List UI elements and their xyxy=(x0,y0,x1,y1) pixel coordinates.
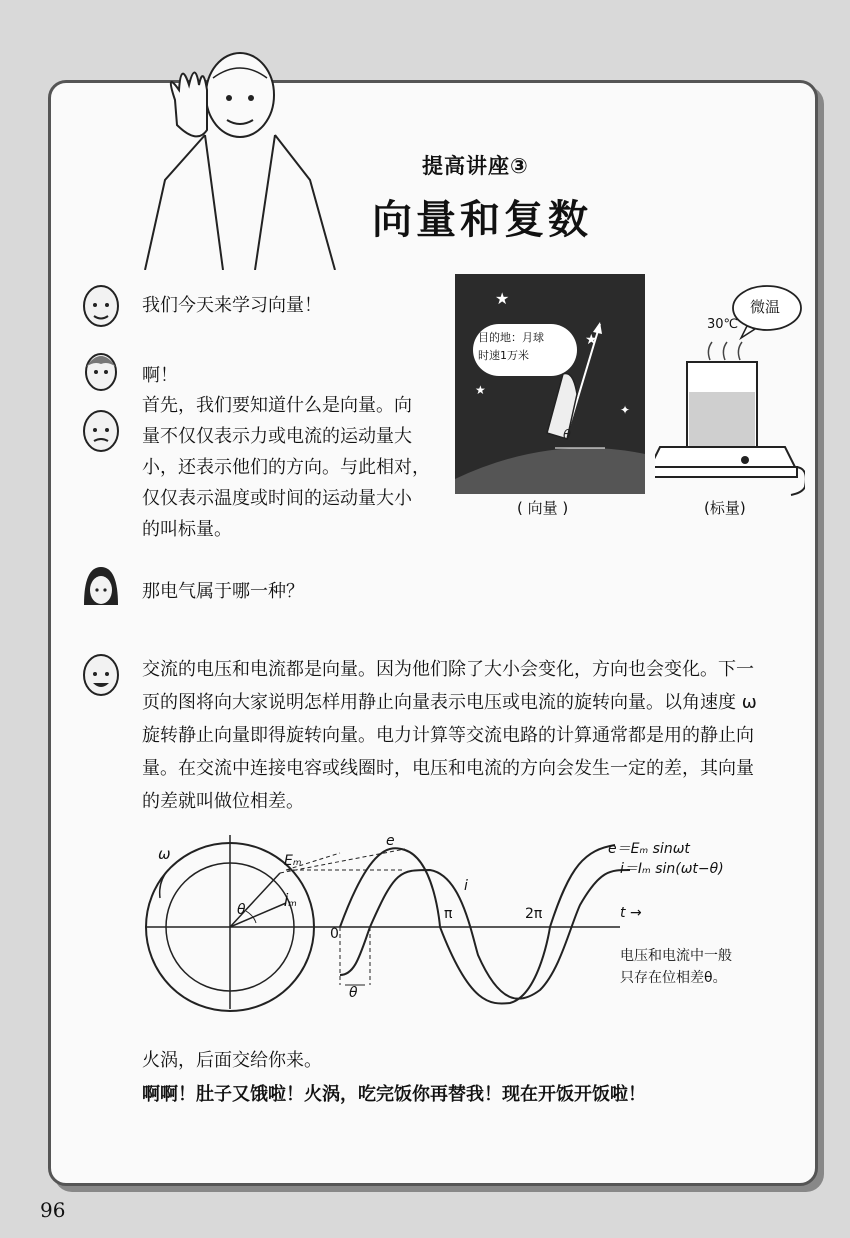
rocket-bubble-line: 目的地：月球 xyxy=(478,331,544,344)
rocket-bubble-line: 时速1万米 xyxy=(478,349,529,362)
svg-text:★: ★ xyxy=(475,383,486,397)
paragraph-line: 页的图将向大家说明怎样用静止向量表示电压或电流的旋转向量。以角速度 ω xyxy=(142,692,757,713)
phase-note-line: 只存在位相差θ。 xyxy=(620,970,727,986)
student-girl-avatar xyxy=(78,565,124,611)
paragraph-line: 的差就叫做位相差。 xyxy=(142,791,304,812)
professor-illustration xyxy=(105,40,345,270)
dialogue-line: 啊！ xyxy=(142,365,178,386)
paragraph-line: 旋转静止向量即得旋转向量。电力计算等交流电路的计算通常都是用的静止向 xyxy=(142,725,754,746)
paragraph-line: 量。在交流中连接电容或线圈时，电压和电流的方向会发生一定的差，其向量 xyxy=(142,758,754,779)
omega-label: ω xyxy=(158,845,171,863)
dialogue-line: 我们今天来学习向量！ xyxy=(142,295,322,316)
professor-avatar xyxy=(78,283,124,329)
svg-text:✦: ✦ xyxy=(620,403,631,417)
page-title: 向量和复数 xyxy=(372,197,592,243)
i-curve-label: i xyxy=(464,878,468,894)
dialogue-line: 那电气属于哪一种？ xyxy=(142,581,304,602)
dialogue-line: 的叫标量。 xyxy=(142,519,232,540)
im-label: İₘ xyxy=(284,894,297,910)
rocket-illustration xyxy=(455,274,645,494)
vector-caption: ( 向量 ) xyxy=(517,499,569,517)
phase-difference-label: θ xyxy=(349,985,358,1001)
explanation-paragraph xyxy=(142,653,802,818)
scalar-caption: (标量) xyxy=(704,499,746,517)
beaker-illustration xyxy=(655,282,805,497)
current-equation: i＝Iₘ sin(ωt−θ) xyxy=(620,861,724,877)
phase-note xyxy=(620,945,732,989)
time-axis-label: t → xyxy=(620,905,642,921)
dialogue-line: 小，还表示他们的方向。与此相对， xyxy=(142,457,430,478)
theta-angle-label: θ xyxy=(237,902,246,918)
student-boy-avatar xyxy=(78,347,124,393)
em-label: Eₘ xyxy=(284,853,302,869)
professor-avatar xyxy=(78,652,124,698)
dialogue-line: 仅仅表示温度或时间的运动量大小 xyxy=(142,488,412,509)
beaker-speech-bubble: 微温 xyxy=(750,298,781,316)
page-number: 96 xyxy=(40,1198,66,1222)
rocket-speech-bubble xyxy=(478,329,544,365)
origin-label: 0 xyxy=(330,926,339,942)
paragraph-line: 交流的电压和电流都是向量。因为他们除了大小会变化，方向也会变化。下一 xyxy=(142,659,754,680)
two-pi-label: 2π xyxy=(525,906,543,922)
rocket-angle-label: θ xyxy=(563,428,571,443)
e-curve-label: e xyxy=(386,833,395,849)
svg-text:★: ★ xyxy=(585,332,598,348)
temperature-label: 30℃ xyxy=(707,317,739,332)
svg-text:★: ★ xyxy=(495,289,510,308)
closing-line: 啊啊！肚子又饿啦！火涡，吃完饭你再替我！现在开饭开饭啦！ xyxy=(142,1084,646,1105)
voltage-equation: e＝Eₘ sinωt xyxy=(608,841,690,857)
closing-line: 火涡，后面交给你来。 xyxy=(142,1050,322,1071)
dialogue-line: 首先，我们要知道什么是向量。向 xyxy=(142,395,412,416)
phase-note-line: 电压和电流中一般 xyxy=(620,948,732,964)
professor-avatar xyxy=(78,408,124,454)
lecture-series: 提高讲座③ xyxy=(422,154,529,178)
pi-label: π xyxy=(444,906,453,922)
dialogue-line: 量不仅仅表示力或电流的运动量大 xyxy=(142,426,412,447)
